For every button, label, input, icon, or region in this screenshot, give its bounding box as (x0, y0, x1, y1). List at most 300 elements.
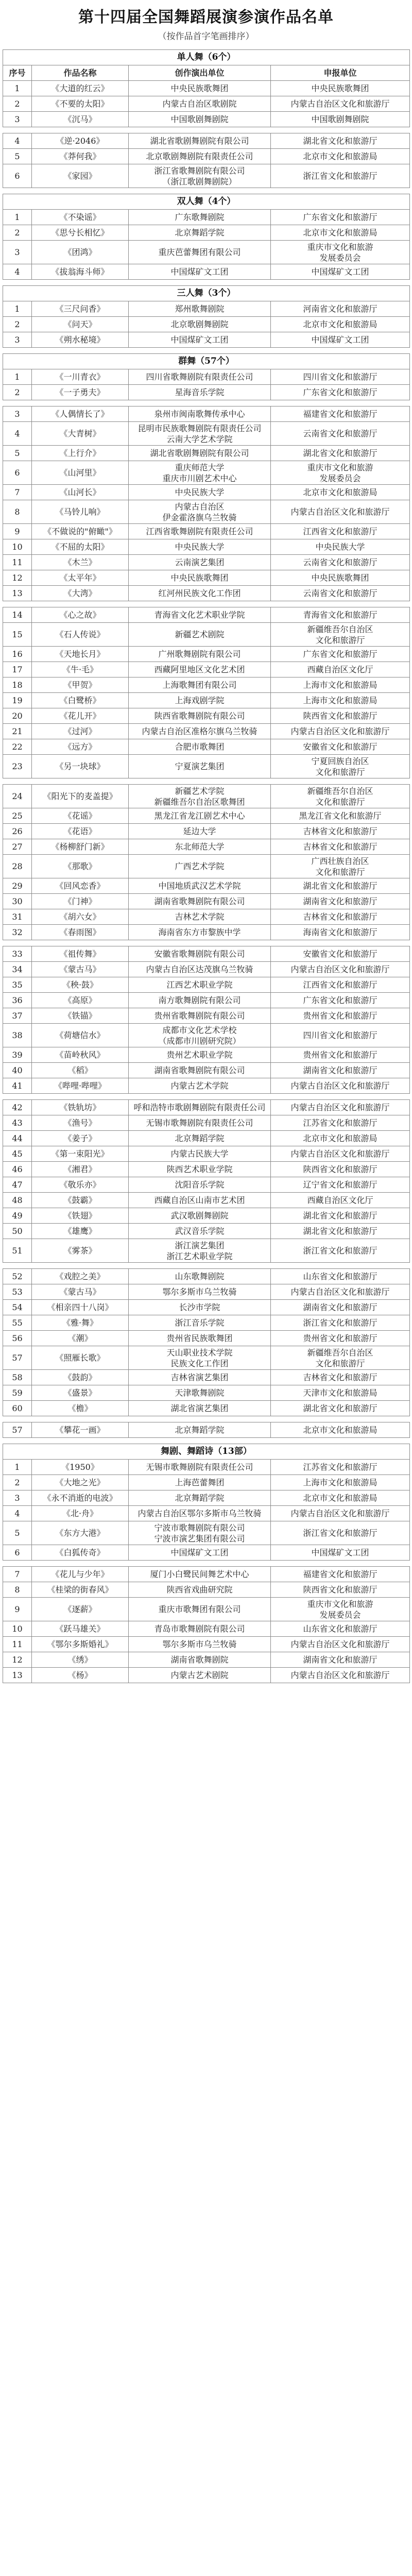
row-index: 5 (3, 149, 32, 164)
table-row (3, 1582, 410, 1598)
work-name: 《蒙古马》 (32, 962, 129, 977)
row-index: 7 (3, 1567, 32, 1582)
row-index: 40 (3, 1063, 32, 1078)
work-name: 《木兰》 (32, 555, 129, 570)
table-row (3, 1115, 410, 1131)
row-index: 16 (3, 647, 32, 662)
table-row (3, 1370, 410, 1385)
work-name: 《秧·鼓》 (32, 977, 129, 993)
table-row (3, 1545, 410, 1561)
row-index: 12 (3, 570, 32, 586)
creator-unit: 贵州省歌舞剧院有限公司 (129, 1008, 271, 1024)
applicant-unit: 浙江省文化和旅游厅 (271, 1521, 410, 1545)
creator-unit: 无锡市歌舞剧院有限责任公司 (129, 1115, 271, 1131)
row-index: 56 (3, 1331, 32, 1346)
work-name: 《照雁长歌》 (32, 1346, 129, 1370)
row-index: 2 (3, 96, 32, 112)
applicant-unit: 北京市文化和旅游局 (271, 1490, 410, 1506)
creator-unit: 星海音乐学院 (129, 385, 271, 400)
work-name: 《过河》 (32, 724, 129, 739)
entries-table (3, 406, 410, 601)
applicant-unit: 上海市文化和旅游局 (271, 693, 410, 708)
row-index: 46 (3, 1162, 32, 1177)
table-row (3, 993, 410, 1008)
table-row (3, 332, 410, 348)
creator-unit: 青岛市歌舞剧院有限公司 (129, 1621, 271, 1637)
table-row (3, 946, 410, 962)
table-row (3, 210, 410, 225)
table-row (3, 1269, 410, 1284)
creator-unit: 新疆艺术学院 新疆维吾尔自治区歌舞团 (129, 785, 271, 808)
table-row (3, 586, 410, 601)
row-index: 7 (3, 485, 32, 500)
table-row (3, 977, 410, 993)
table-row (3, 301, 410, 317)
applicant-unit: 广东省文化和旅游厅 (271, 385, 410, 400)
table-row (3, 1162, 410, 1177)
work-name: 《白狐传奇》 (32, 1545, 129, 1561)
applicant-unit: 湖北省文化和旅游厅 (271, 1208, 410, 1224)
section-title: 舞剧、舞蹈诗（13部） (3, 1444, 410, 1460)
work-name: 《北·舟》 (32, 1506, 129, 1521)
creator-unit: 安徽省歌舞剧院有限公司 (129, 946, 271, 962)
applicant-unit: 中国煤矿文工团 (271, 264, 410, 280)
applicant-unit: 重庆市文化和旅游 发展委员会 (271, 241, 410, 264)
applicant-unit: 湖南省文化和旅游厅 (271, 1300, 410, 1315)
creator-unit: 北京舞蹈学院 (129, 1422, 271, 1438)
work-name: 《家园》 (32, 164, 129, 188)
applicant-unit: 贵州省文化和旅游厅 (271, 1331, 410, 1346)
work-name: 《团鸿》 (32, 241, 129, 264)
table-row (3, 112, 410, 127)
creator-unit: 贵州省民族歌舞团 (129, 1331, 271, 1346)
applicant-unit: 新疆维吾尔自治区 文化和旅游厅 (271, 785, 410, 808)
creator-unit: 上海戏剧学院 (129, 693, 271, 708)
work-name: 《花语》 (32, 824, 129, 839)
row-index: 60 (3, 1401, 32, 1416)
row-index: 54 (3, 1300, 32, 1315)
row-index: 18 (3, 677, 32, 693)
creator-unit: 西藏自治区山南市艺术团 (129, 1193, 271, 1208)
work-name: 《花谣》 (32, 808, 129, 824)
work-name: 《檐》 (32, 1401, 129, 1416)
creator-unit: 浙江演艺集团 浙江艺术职业学院 (129, 1239, 271, 1263)
creator-unit: 江西艺术职业学院 (129, 977, 271, 993)
creator-unit: 红河州民族文化工作团 (129, 586, 271, 601)
work-name: 《敬乐亦》 (32, 1177, 129, 1193)
table-row (3, 1284, 410, 1300)
applicant-unit: 内蒙古自治区文化和旅游厅 (271, 96, 410, 112)
creator-unit: 贵州艺术职业学院 (129, 1047, 271, 1063)
applicant-unit: 内蒙古自治区文化和旅游厅 (271, 1637, 410, 1652)
column-header-row-index: 序号 (3, 65, 32, 81)
table-row (3, 570, 410, 586)
row-index: 3 (3, 332, 32, 348)
row-index: 29 (3, 878, 32, 894)
entries-table (3, 133, 410, 188)
row-index: 3 (3, 406, 32, 422)
work-name: 《山河长》 (32, 485, 129, 500)
row-index: 1 (3, 81, 32, 96)
table-row (3, 1131, 410, 1146)
row-index: 9 (3, 524, 32, 539)
creator-unit: 内蒙古自治区歌剧院 (129, 96, 271, 112)
work-name: 《鼓霸》 (32, 1193, 129, 1208)
applicant-unit: 安徽省文化和旅游厅 (271, 739, 410, 755)
row-index: 47 (3, 1177, 32, 1193)
row-index: 8 (3, 1582, 32, 1598)
entries-table (3, 49, 410, 127)
applicant-unit: 黑龙江省文化和旅游厅 (271, 808, 410, 824)
table-row (3, 241, 410, 264)
applicant-unit: 中国煤矿文工团 (271, 332, 410, 348)
creator-unit: 中国煤矿文工团 (129, 264, 271, 280)
row-index: 27 (3, 839, 32, 855)
row-index: 20 (3, 708, 32, 724)
table-row (3, 1385, 410, 1401)
row-index: 28 (3, 855, 32, 878)
applicant-unit: 湖北省文化和旅游厅 (271, 1401, 410, 1416)
work-name: 《戏腔之美》 (32, 1269, 129, 1284)
creator-unit: 中国地质武汉艺术学院 (129, 878, 271, 894)
creator-unit: 重庆师范大学 重庆市川剧艺术中心 (129, 461, 271, 485)
row-index: 30 (3, 894, 32, 909)
row-index: 5 (3, 1521, 32, 1545)
table-row (3, 81, 410, 96)
work-name: 《那歌》 (32, 855, 129, 878)
table-row (3, 96, 410, 112)
creator-unit: 中央民族歌舞团 (129, 570, 271, 586)
creator-unit: 无锡市歌舞剧院有限责任公司 (129, 1460, 271, 1475)
applicant-unit: 浙江省文化和旅游厅 (271, 1239, 410, 1263)
table-row (3, 1401, 410, 1416)
row-index: 1 (3, 369, 32, 385)
table-row (3, 539, 410, 555)
table-row (3, 894, 410, 909)
creator-unit: 天津歌舞剧院 (129, 1385, 271, 1401)
table-row (3, 1652, 410, 1668)
work-name: 《湘君》 (32, 1162, 129, 1177)
applicant-unit: 北京市文化和旅游局 (271, 149, 410, 164)
table-row (3, 555, 410, 570)
applicant-unit: 福建省文化和旅游厅 (271, 1567, 410, 1582)
applicant-unit: 山东省文化和旅游厅 (271, 1621, 410, 1637)
row-index: 2 (3, 225, 32, 241)
table-row (3, 422, 410, 446)
applicant-unit: 广东省文化和旅游厅 (271, 647, 410, 662)
creator-unit: 湖北省歌剧舞剧院有限公司 (129, 133, 271, 149)
work-name: 《东方大港》 (32, 1521, 129, 1545)
applicant-unit: 中央民族歌舞团 (271, 81, 410, 96)
work-name: 《大湾》 (32, 586, 129, 601)
creator-unit: 宁夏演艺集团 (129, 755, 271, 778)
work-name: 《花儿开》 (32, 708, 129, 724)
work-name: 《问天》 (32, 317, 129, 332)
work-name: 《荷塘信水》 (32, 1024, 129, 1047)
table-row (3, 1315, 410, 1331)
work-name: 《石人传说》 (32, 623, 129, 647)
creator-unit: 东北师范大学 (129, 839, 271, 855)
applicant-unit: 青海省文化和旅游厅 (271, 607, 410, 623)
creator-unit: 上海歌舞团有限公司 (129, 677, 271, 693)
row-index: 33 (3, 946, 32, 962)
work-name: 《永不消逝的电波》 (32, 1490, 129, 1506)
table-row (3, 878, 410, 894)
applicant-unit: 安徽省文化和旅游厅 (271, 946, 410, 962)
entries-table (3, 784, 410, 940)
creator-unit: 广东歌舞剧院 (129, 210, 271, 225)
table-row (3, 755, 410, 778)
row-index: 35 (3, 977, 32, 993)
applicant-unit: 陕西省文化和旅游厅 (271, 1162, 410, 1177)
table-row (3, 909, 410, 925)
work-name: 《太平年》 (32, 570, 129, 586)
work-name: 《雄鹰》 (32, 1224, 129, 1239)
row-index: 41 (3, 1078, 32, 1094)
work-name: 《鄂尔多斯婚礼》 (32, 1637, 129, 1652)
row-index: 4 (3, 422, 32, 446)
creator-unit: 重庆芭蕾舞团有限公司 (129, 241, 271, 264)
table-row (3, 317, 410, 332)
applicant-unit: 吉林省文化和旅游厅 (271, 1370, 410, 1385)
work-name: 《远方》 (32, 739, 129, 755)
creator-unit: 内蒙古自治区准格尔旗乌兰牧骑 (129, 724, 271, 739)
work-name: 《一子勇夫》 (32, 385, 129, 400)
creator-unit: 吉林艺术学院 (129, 909, 271, 925)
table-row (3, 1598, 410, 1621)
applicant-unit: 上海市文化和旅游局 (271, 677, 410, 693)
row-index: 11 (3, 1637, 32, 1652)
applicant-unit: 吉林省文化和旅游厅 (271, 824, 410, 839)
row-index: 39 (3, 1047, 32, 1063)
table-row (3, 1331, 410, 1346)
applicant-unit: 广东省文化和旅游厅 (271, 993, 410, 1008)
table-row (3, 1422, 410, 1438)
creator-unit: 宁波市歌舞剧院有限公司 宁波市演艺集团有限公司 (129, 1521, 271, 1545)
creator-unit: 北京舞蹈学院 (129, 1490, 271, 1506)
work-name: 《不染谣》 (32, 210, 129, 225)
table-row (3, 724, 410, 739)
applicant-unit: 浙江省文化和旅游厅 (271, 164, 410, 188)
work-name: 《雾茶》 (32, 1239, 129, 1263)
creator-unit: 沈阳音乐学院 (129, 1177, 271, 1193)
table-row (3, 1078, 410, 1094)
table-row (3, 693, 410, 708)
table-row (3, 1100, 410, 1115)
row-index: 5 (3, 446, 32, 461)
table-row (3, 1146, 410, 1162)
applicant-unit: 福建省文化和旅游厅 (271, 406, 410, 422)
creator-unit: 昆明市民族歌舞剧院有限责任公司 云南大学艺术学院 (129, 422, 271, 446)
section-title: 单人舞（6个） (3, 50, 410, 65)
applicant-unit: 新疆维吾尔自治区 文化和旅游厅 (271, 1346, 410, 1370)
row-index: 55 (3, 1315, 32, 1331)
applicant-unit: 云南省文化和旅游厅 (271, 422, 410, 446)
column-header-work-name: 作品名称 (32, 65, 129, 81)
applicant-unit: 内蒙古自治区文化和旅游厅 (271, 1668, 410, 1683)
creator-unit: 中国煤矿文工团 (129, 332, 271, 348)
creator-unit: 海南省东方市黎族中学 (129, 925, 271, 940)
table-row (3, 785, 410, 808)
work-name: 《拔翁海斗师》 (32, 264, 129, 280)
row-index: 59 (3, 1385, 32, 1401)
applicant-unit: 中国歌剧舞剧院 (271, 112, 410, 127)
row-index: 19 (3, 693, 32, 708)
work-name: 《朔水秘境》 (32, 332, 129, 348)
work-name: 《渔号》 (32, 1115, 129, 1131)
work-name: 《铁轨坊》 (32, 1100, 129, 1115)
creator-unit: 重庆市歌舞团有限公司 (129, 1598, 271, 1621)
table-row (3, 1239, 410, 1263)
creator-unit: 南方歌舞剧院有限公司 (129, 993, 271, 1008)
work-name: 《潮》 (32, 1331, 129, 1346)
creator-unit: 泉州市闽南歌舞传承中心 (129, 406, 271, 422)
work-name: 《姜子》 (32, 1131, 129, 1146)
column-header-creator-unit: 创作演出单位 (129, 65, 271, 81)
work-name: 《跃马雄关》 (32, 1621, 129, 1637)
table-row (3, 1346, 410, 1370)
table-row (3, 708, 410, 724)
table-row (3, 1193, 410, 1208)
creator-unit: 陕西省歌舞剧院有限公司 (129, 708, 271, 724)
row-index: 13 (3, 1668, 32, 1683)
table-row (3, 824, 410, 839)
page-subtitle: （按作品首字笔画排序） (158, 31, 254, 42)
work-name: 《铁锚》 (32, 1008, 129, 1024)
creator-unit: 云南演艺集团 (129, 555, 271, 570)
work-name: 《胡六女》 (32, 909, 129, 925)
work-name: 《思兮长相忆》 (32, 225, 129, 241)
creator-unit: 北京歌剧舞剧院 (129, 317, 271, 332)
entries-table (3, 194, 410, 280)
table-row (3, 647, 410, 662)
creator-unit: 郑州歌舞剧院 (129, 301, 271, 317)
table-row (3, 1567, 410, 1582)
applicant-unit: 吉林省文化和旅游厅 (271, 909, 410, 925)
row-index: 12 (3, 1652, 32, 1668)
table-row (3, 1637, 410, 1652)
work-name: 《一川青衣》 (32, 369, 129, 385)
row-index: 31 (3, 909, 32, 925)
row-index: 57 (3, 1422, 32, 1438)
row-index: 6 (3, 461, 32, 485)
table-row (3, 925, 410, 940)
table-row (3, 264, 410, 280)
creator-unit: 内蒙古艺术学院 (129, 1078, 271, 1094)
creator-unit: 延边大学 (129, 824, 271, 839)
entries-table (3, 1268, 410, 1416)
applicant-unit: 内蒙古自治区文化和旅游厅 (271, 1506, 410, 1521)
table-row (3, 369, 410, 385)
applicant-unit: 云南省文化和旅游厅 (271, 555, 410, 570)
table-row (3, 1177, 410, 1193)
creator-unit: 长沙市学院 (129, 1300, 271, 1315)
entries-table (3, 607, 410, 778)
creator-unit: 青海省文化艺术职业学院 (129, 607, 271, 623)
row-index: 21 (3, 724, 32, 739)
table-row (3, 500, 410, 524)
table-row (3, 1024, 410, 1047)
work-name: 《不做说的"俯瞰"》 (32, 524, 129, 539)
table-row (3, 1208, 410, 1224)
work-name: 《蒙古马》 (32, 1284, 129, 1300)
row-index: 53 (3, 1284, 32, 1300)
applicant-unit: 山东省文化和旅游厅 (271, 1269, 410, 1284)
work-name: 《大地之光》 (32, 1475, 129, 1490)
row-index: 57 (3, 1346, 32, 1370)
applicant-unit: 吉林省文化和旅游厅 (271, 839, 410, 855)
table-row (3, 485, 410, 500)
work-name: 《人偶情长了》 (32, 406, 129, 422)
table-row (3, 1300, 410, 1315)
table-row (3, 962, 410, 977)
work-name: 《杨柳舒门新》 (32, 839, 129, 855)
table-row (3, 1490, 410, 1506)
row-index: 17 (3, 662, 32, 677)
row-index: 6 (3, 164, 32, 188)
creator-unit: 浙江音乐学院 (129, 1315, 271, 1331)
table-row (3, 1063, 410, 1078)
creator-unit: 广西艺术学院 (129, 855, 271, 878)
work-name: 《大青树》 (32, 422, 129, 446)
creator-unit: 上海芭蕾舞团 (129, 1475, 271, 1490)
row-index: 2 (3, 317, 32, 332)
creator-unit: 北京歌剧舞剧院有限责任公司 (129, 149, 271, 164)
work-name: 《桂梁的街春风》 (32, 1582, 129, 1598)
table-row (3, 855, 410, 878)
creator-unit: 成都市文化艺术学校 （成都市川剧研究院） (129, 1024, 271, 1047)
table-row (3, 164, 410, 188)
row-index: 10 (3, 539, 32, 555)
work-name: 《相亲四十八岗》 (32, 1300, 129, 1315)
applicant-unit: 江苏省文化和旅游厅 (271, 1460, 410, 1475)
entries-table (3, 1099, 410, 1263)
applicant-unit: 云南省文化和旅游厅 (271, 586, 410, 601)
work-name: 《雅·舞》 (32, 1315, 129, 1331)
row-index: 44 (3, 1131, 32, 1146)
work-name: 《三尺问香》 (32, 301, 129, 317)
work-name: 《不屈的太阳》 (32, 539, 129, 555)
work-name: 《心之故》 (32, 607, 129, 623)
work-name: 《白鹭桥》 (32, 693, 129, 708)
row-index: 25 (3, 808, 32, 824)
work-name: 《盛景》 (32, 1385, 129, 1401)
section-title: 双人舞（4个） (3, 194, 410, 210)
work-name: 《甲贺》 (32, 677, 129, 693)
table-row (3, 461, 410, 485)
creator-unit: 湖南省歌舞剧院 (129, 1652, 271, 1668)
applicant-unit: 内蒙古自治区文化和旅游厅 (271, 1146, 410, 1162)
applicant-unit: 湖南省文化和旅游厅 (271, 1063, 410, 1078)
row-index: 9 (3, 1598, 32, 1621)
creator-unit: 浙江省歌舞剧院有限公司 （浙江歌剧舞剧院） (129, 164, 271, 188)
applicant-unit: 广西壮族自治区 文化和旅游厅 (271, 855, 410, 878)
table-row (3, 524, 410, 539)
table-row (3, 739, 410, 755)
applicant-unit: 新疆维吾尔自治区 文化和旅游厅 (271, 623, 410, 647)
table-row (3, 607, 410, 623)
creator-unit: 武汉音乐学院 (129, 1224, 271, 1239)
row-index: 37 (3, 1008, 32, 1024)
creator-unit: 北京舞蹈学院 (129, 225, 271, 241)
applicant-unit: 北京市文化和旅游局 (271, 1131, 410, 1146)
table-row (3, 225, 410, 241)
applicant-unit: 内蒙古自治区文化和旅游厅 (271, 1284, 410, 1300)
applicant-unit: 中央民族歌舞团 (271, 570, 410, 586)
creator-unit: 黑龙江省龙江剧艺术中心 (129, 808, 271, 824)
work-name: 《天地长月》 (32, 647, 129, 662)
applicant-unit: 天津市文化和旅游局 (271, 1385, 410, 1401)
